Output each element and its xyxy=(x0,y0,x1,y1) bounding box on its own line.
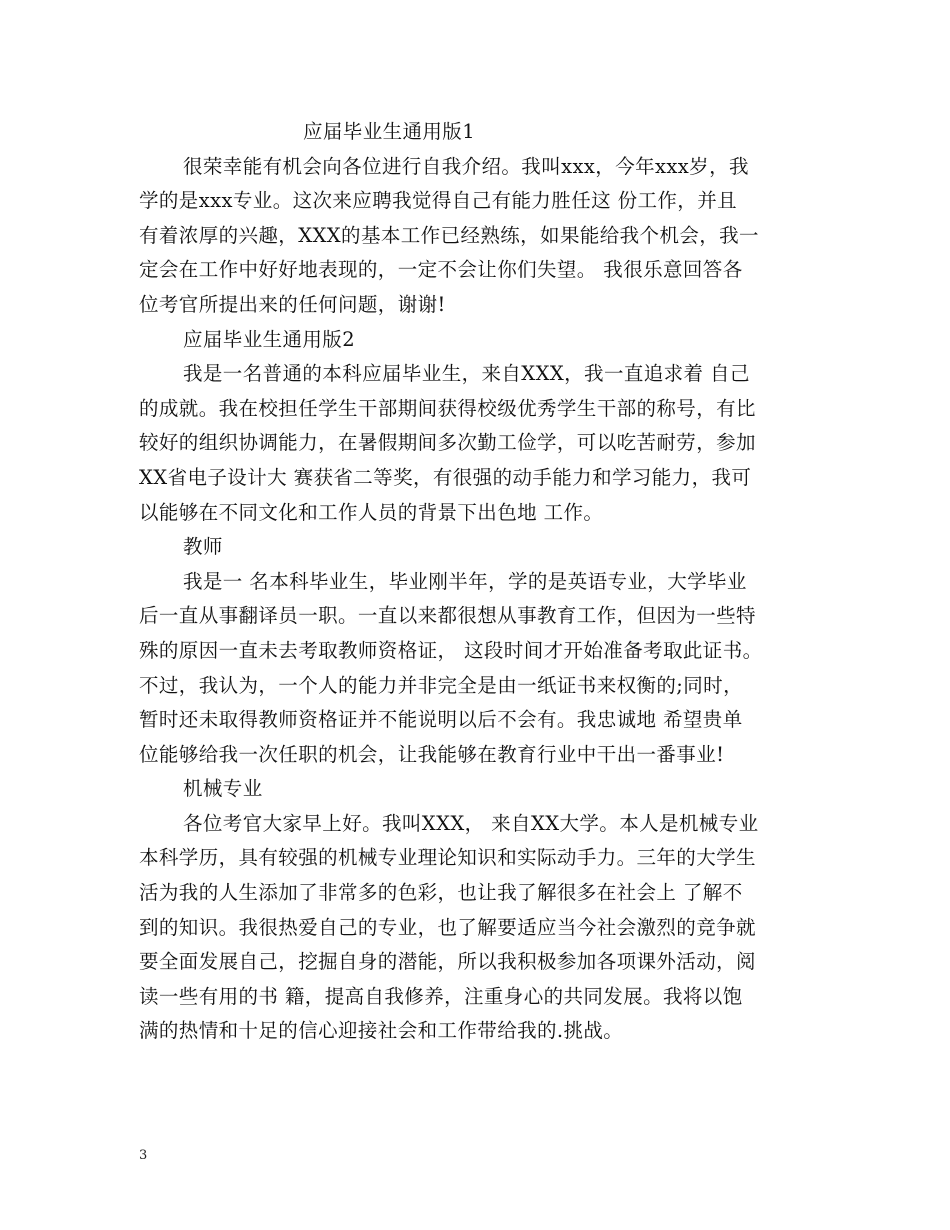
paragraph-line: 读一些有用的书 籍，提高自我修养，注重身心的共同发展。我将以饱 xyxy=(139,984,743,1008)
paragraph-line: 满的热情和十足的信心迎接社会和工作带给我的.挑战。 xyxy=(139,1019,624,1043)
paragraph-line: 的成就。我在校担任学生干部期间获得校级优秀学生干部的称号，有比 xyxy=(139,396,756,420)
paragraph-line: 我是一 名本科毕业生，毕业刚半年，学的是英语专业，大学毕业 xyxy=(183,569,747,593)
section-heading-1: 应届毕业生通用版1 xyxy=(303,120,476,143)
paragraph-line: 以能够在不同文化和工作人员的背景下出色地 工作。 xyxy=(139,500,604,524)
paragraph-line: 殊的原因一直未去考取教师资格证， 这段时间才开始准备考取此证书。 xyxy=(139,638,763,662)
paragraph-line: 本科学历，具有较强的机械专业理论知识和实际动手力。三年的大学生 xyxy=(139,846,756,870)
paragraph-line: 有着浓厚的兴趣，XXX的基本工作已经熟练，如果能给我个机会，我一 xyxy=(139,223,759,247)
page-number: 3 xyxy=(139,1148,148,1163)
paragraph-line: 位考官所提出来的任何问题，谢谢! xyxy=(139,292,446,316)
paragraph-line: 后一直从事翻译员一职。一直以来都很想从事教育工作，但因为一些特 xyxy=(139,604,756,628)
paragraph-line: 暂时还未取得教师资格证并不能说明以后不会有。我忠诚地 希望贵单 xyxy=(139,708,743,732)
paragraph-line: 要全面发展自己，挖掘自身的潜能，所以我积极参加各项课外活动，阅 xyxy=(139,950,756,974)
paragraph-line: 很荣幸能有机会向各位进行自我介绍。我叫xxx，今年xxx岁，我 xyxy=(183,154,749,178)
section-heading-2: 应届毕业生通用版2 xyxy=(183,327,356,351)
paragraph-line: 学的是xxx专业。这次来应聘我觉得自己有能力胜任这 份工作，并且 xyxy=(139,189,737,213)
document-body xyxy=(139,115,829,1049)
paragraph-line: 位能够给我一次任职的机会，让我能够在教育行业中干出一番事业! xyxy=(139,742,725,766)
paragraph-line: 活为我的人生添加了非常多的色彩，也让我了解很多在社会上 了解不 xyxy=(139,881,743,905)
paragraph-line: 到的知识。我很热爱自己的专业，也了解要适应当今社会激烈的竞争就 xyxy=(139,915,756,939)
paragraph-line: 定会在工作中好好地表现的，一定不会让你们失望。 我很乐意回答各 xyxy=(139,258,743,282)
section-heading-teacher: 教师 xyxy=(183,535,223,559)
paragraph-line: 各位考官大家早上好。我叫XXX， 来自XX大学。本人是机械专业 xyxy=(183,811,759,835)
paragraph-line: 我是一名普通的本科应届毕业生，来自XXX，我一直追求着 自己 xyxy=(183,362,750,386)
paragraph-line: 不过，我认为，一个人的能力并非完全是由一纸证书来权衡的;同时， xyxy=(139,673,743,697)
paragraph-line: 较好的组织协调能力，在暑假期间多次勤工俭学，可以吃苦耐劳，参加 xyxy=(139,431,756,455)
section-heading-mechanical: 机械专业 xyxy=(183,777,263,801)
paragraph-line: XX省电子设计大 赛获省二等奖，有很强的动手能力和学习能力，我可 xyxy=(139,465,752,489)
